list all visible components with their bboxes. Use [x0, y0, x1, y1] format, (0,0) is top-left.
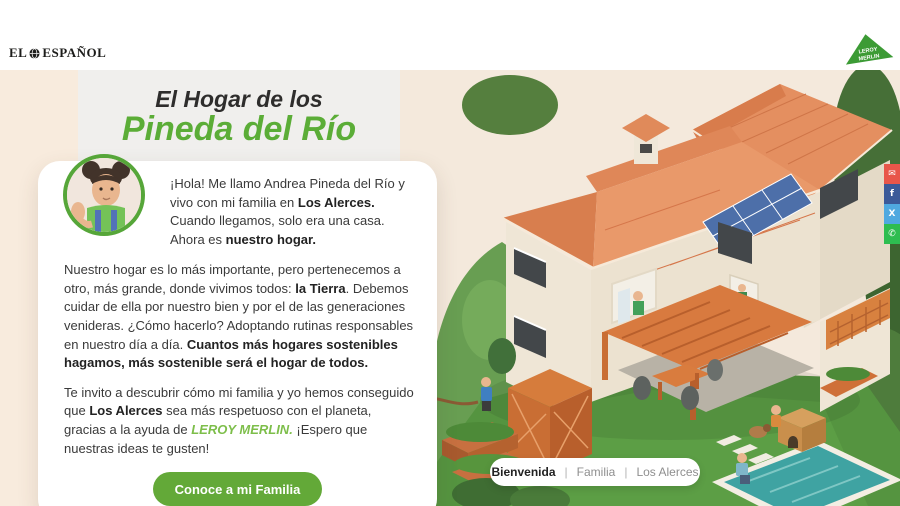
- text-segment: sea más respetuoso con el planeta, gracias a la ayuda de: [64, 403, 372, 437]
- nav-item-bienvenida[interactable]: Bienvenida: [491, 465, 556, 479]
- brand-part2: ESPAÑOL: [42, 45, 107, 60]
- leroy-merlin-triangle-icon: [842, 29, 894, 66]
- text-segment: la Tierra: [295, 280, 346, 296]
- avatar-girl-graphic: [67, 158, 141, 232]
- intro-paragraph: [170, 175, 413, 249]
- nav-item-familia[interactable]: Familia: [576, 465, 616, 479]
- house-scene-graphic: [390, 70, 900, 506]
- share-email-icon[interactable]: ✉: [884, 164, 900, 184]
- leroy-merlin-logo[interactable]: [842, 29, 895, 71]
- nav-separator: |: [624, 465, 628, 479]
- el-espanol-logo[interactable]: [9, 45, 106, 61]
- meet-family-button[interactable]: Conoce a mi Familia: [153, 472, 323, 506]
- text-segment: Cuantos más hogares sostenibles hagamos, más sostenible será el hogar de todos.: [64, 336, 398, 371]
- body-paragraph-earth: [64, 261, 415, 372]
- nav-item-los-alerces[interactable]: Los Alerces: [636, 465, 699, 479]
- brand-part1: EL: [9, 45, 28, 60]
- svg-text:MERLIN: MERLIN: [858, 53, 881, 63]
- text-segment: . Debemos cuidar de ella por nuestro bien y por el de las generaciones venideras. ¿Cómo hacerlo? Adoptando rutinas responsables en nuestro día a día.: [64, 280, 414, 352]
- site-header: [0, 0, 900, 70]
- hero-title-line2: Pineda del Río: [121, 109, 357, 148]
- share-bar: [884, 164, 900, 244]
- avatar: [63, 154, 145, 236]
- share-whatsapp-icon[interactable]: ✆: [884, 224, 900, 244]
- text-segment: Te invito a descubrir cómo mi familia y yo hemos conseguido que: [64, 384, 414, 419]
- text-segment: Los Alerces: [89, 403, 163, 419]
- share-twitter-x-icon[interactable]: X: [884, 204, 900, 224]
- hero-title-block: [78, 70, 400, 161]
- globe-icon: [29, 48, 40, 59]
- text-segment: Cuando llegamos, solo era una casa. Ahora es: [170, 213, 385, 247]
- text-segment: Nuestro hogar es lo más importante, pero pertenecemos a otro, más grande, donde vivimos todos:: [64, 262, 401, 296]
- hero-title-line1: El Hogar de los: [155, 85, 323, 112]
- text-segment: nuestro hogar.: [225, 231, 316, 247]
- text-segment: LEROY MERLIN.: [191, 421, 293, 437]
- body-paragraph-invite: [64, 384, 415, 458]
- text-segment: ¡Espero que nuestras ideas te gusten!: [64, 421, 368, 456]
- text-segment: ¡Hola! Me llamo Andrea Pineda del Río y vivo con mi familia en: [170, 176, 405, 210]
- share-facebook-icon[interactable]: f: [884, 184, 900, 204]
- house-illustration: [390, 70, 900, 506]
- intro-card: [38, 161, 437, 506]
- text-segment: Los Alerces.: [297, 194, 375, 210]
- nav-separator: |: [564, 465, 568, 479]
- svg-text:LEROY: LEROY: [858, 46, 878, 56]
- section-nav: [490, 458, 700, 486]
